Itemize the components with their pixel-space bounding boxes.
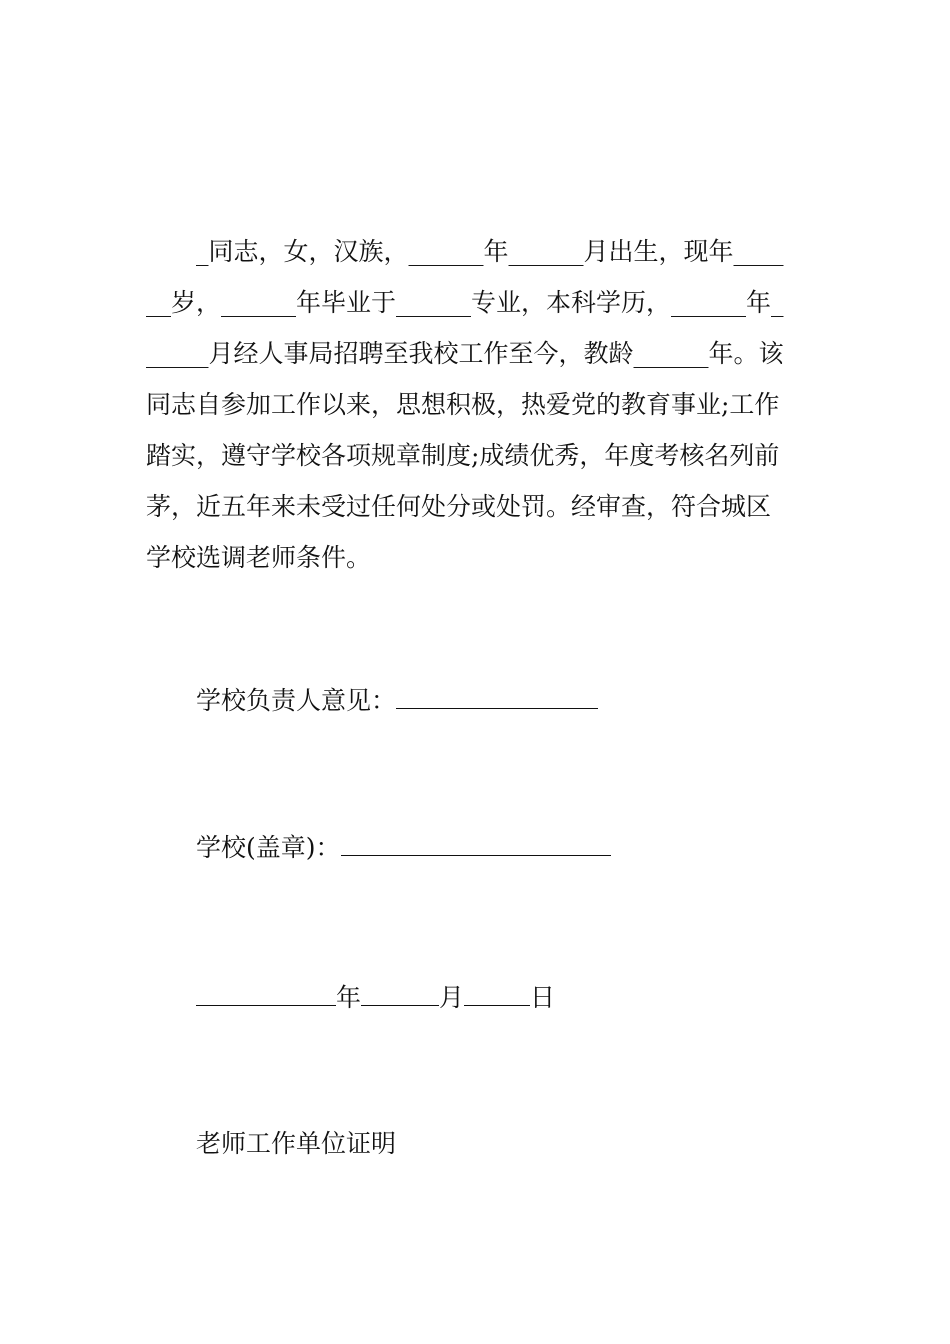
certificate-body-paragraph xyxy=(146,226,808,583)
body-line-3: _____月经人事局招聘至我校工作至今，教龄______年。该 xyxy=(146,339,784,368)
date-month-blank[interactable] xyxy=(361,981,439,1006)
date-row xyxy=(196,981,555,1015)
date-year-label: 年 xyxy=(336,983,362,1012)
school-seal-blank[interactable] xyxy=(341,831,611,856)
body-line-4: 同志自参加工作以来，思想积极，热爱党的教育事业;工作 xyxy=(146,390,780,419)
principal-opinion-label: 学校负责人意见： xyxy=(196,686,397,715)
date-year-blank[interactable] xyxy=(196,981,336,1006)
school-seal-row xyxy=(196,831,611,865)
principal-opinion-row xyxy=(196,684,598,718)
principal-opinion-blank[interactable] xyxy=(396,684,598,709)
date-day-label: 日 xyxy=(530,983,556,1012)
body-line-6: 茅，近五年来未受过任何处分或处罚。经审查，符合城区 xyxy=(146,492,772,521)
body-line-1: _同志，女，汉族，______年______月出生，现年____ xyxy=(196,237,784,266)
body-line-7: 学校选调老师条件。 xyxy=(146,543,372,572)
date-month-label: 月 xyxy=(439,983,465,1012)
footer-title: 老师工作单位证明 xyxy=(196,1129,397,1158)
school-seal-label: 学校(盖章)： xyxy=(196,833,341,862)
body-line-5: 踏实，遵守学校各项规章制度;成绩优秀，年度考核名列前 xyxy=(146,441,780,470)
body-line-2: __岁，______年毕业于______专业，本科学历，______年_ xyxy=(146,288,784,317)
date-day-blank[interactable] xyxy=(464,981,530,1006)
